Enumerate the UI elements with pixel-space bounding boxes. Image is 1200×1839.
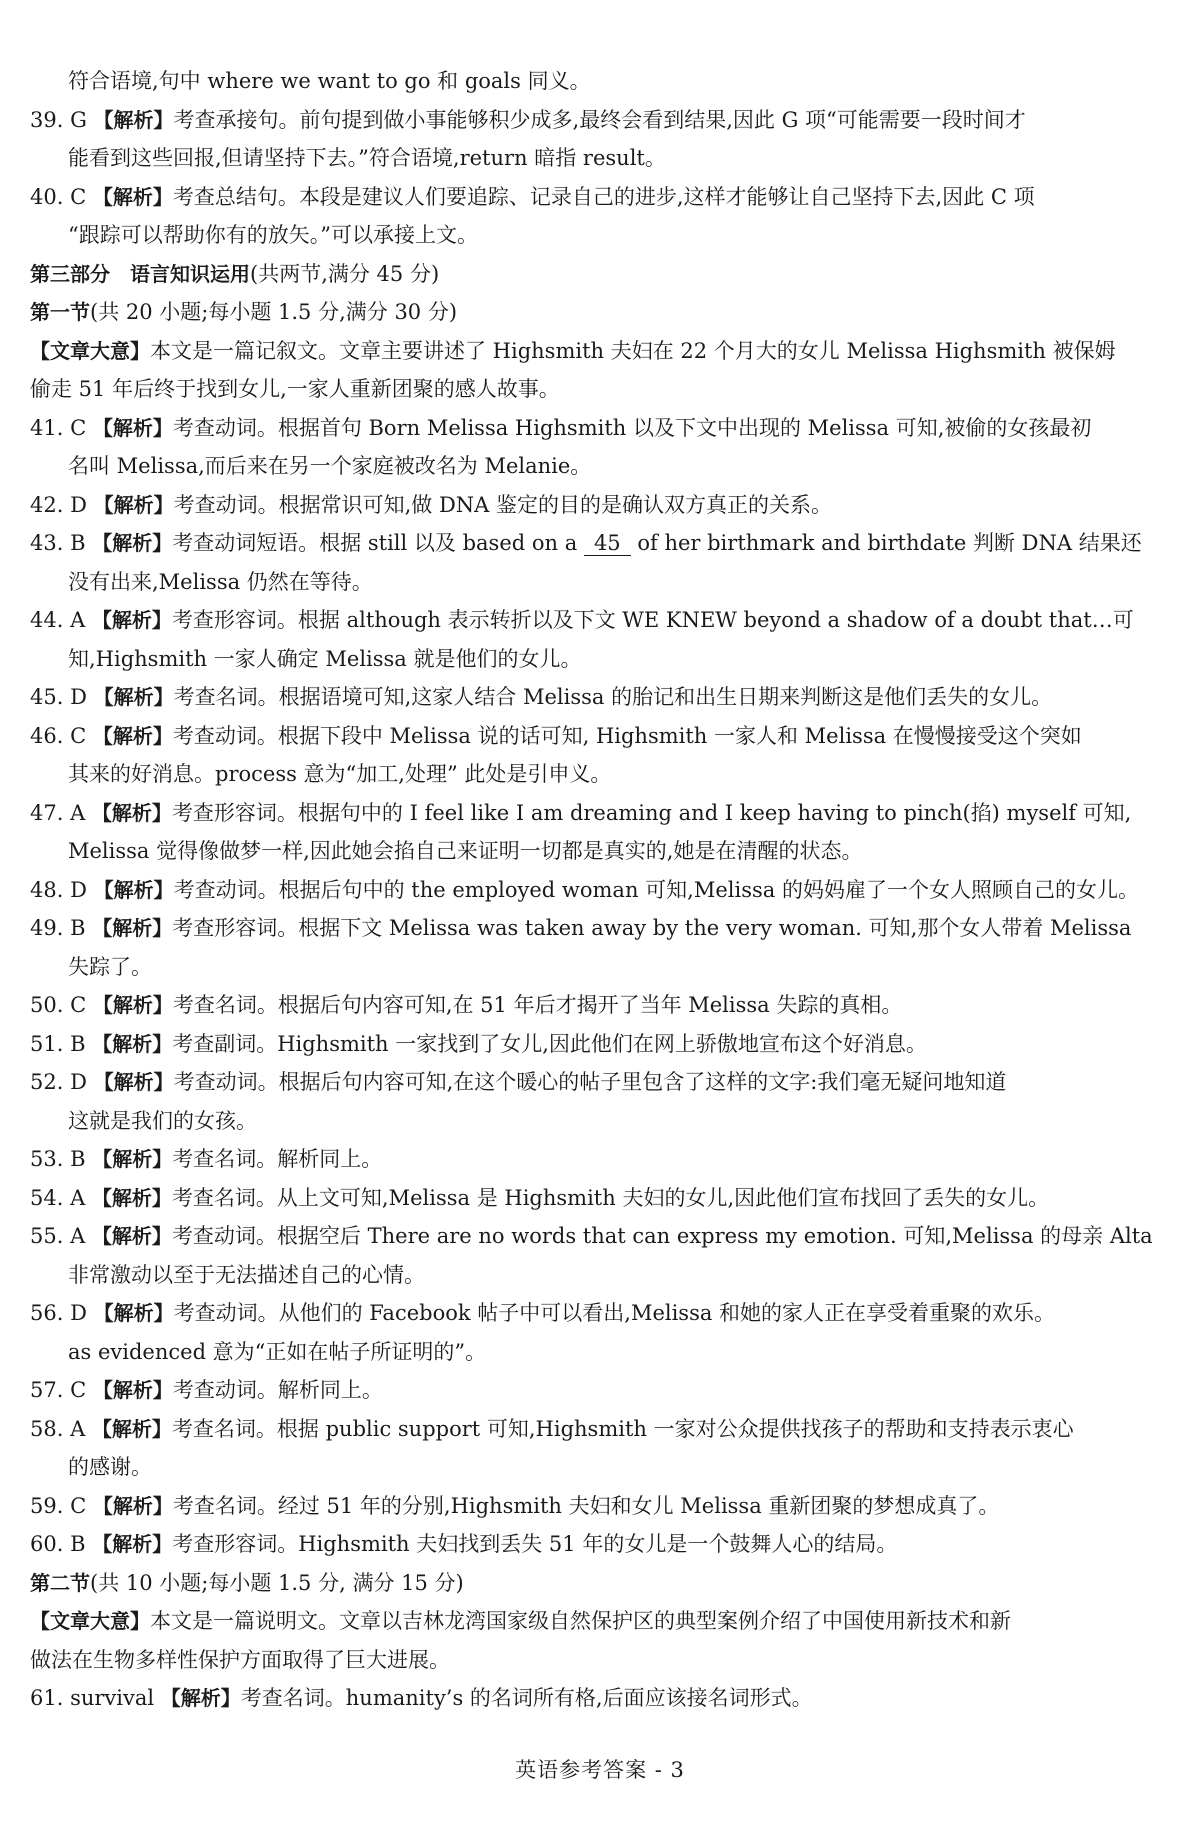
analysis-tag: 【解析】 xyxy=(93,492,174,517)
line-text: 的感谢。 xyxy=(68,1455,152,1479)
answer-number: 55. A xyxy=(30,1224,86,1248)
section-title: 第三部分 语言知识运用 xyxy=(30,261,250,286)
analysis-text: 考查动词。解析同上。 xyxy=(172,1378,383,1402)
continuation-line xyxy=(30,447,1170,486)
analysis-text: 考查承接句。前句提到做小事能够积少成多,最终会看到结果,因此 G 项“可能需要一段时间才 xyxy=(173,107,1026,132)
analysis-text: 考查名词。根据语境可知,这家人结合 Melissa 的胎记和出生日期来判断这是他们丢失的女儿。 xyxy=(173,685,1053,709)
answer-item xyxy=(30,1179,1170,1218)
line-text: as evidenced 意为“正如在帖子所证明的”。 xyxy=(68,1339,487,1364)
analysis-tag: 【解析】 xyxy=(92,1493,173,1518)
blank-number: 45 xyxy=(584,531,631,556)
continuation-line xyxy=(30,563,1170,602)
answer-item xyxy=(30,1410,1170,1449)
answer-item xyxy=(30,1679,1170,1718)
answer-content xyxy=(30,62,1170,1718)
analysis-text: 考查名词。经过 51 年的分别,Highsmith 夫妇和女儿 Melissa 重新团聚的梦想成真了。 xyxy=(172,1493,1000,1518)
continuation-line xyxy=(30,139,1170,178)
answer-item xyxy=(30,101,1170,140)
summary-text: 本文是一篇记叙文。文章主要讲述了 Highsmith 夫妇在 22 个月大的女儿 Melissa Highsmith 被保姆 xyxy=(150,338,1116,363)
continuation-line xyxy=(30,832,1170,871)
answer-item xyxy=(30,409,1170,448)
answer-item xyxy=(30,794,1170,833)
analysis-text: 考查副词。Highsmith 一家找到了女儿,因此他们在网上骄傲地宣布这个好消息。 xyxy=(172,1031,927,1056)
summary-tag: 【文章大意】 xyxy=(30,338,150,363)
analysis-tag: 【解析】 xyxy=(92,1532,173,1556)
line-text: 失踪了。 xyxy=(68,954,152,979)
answer-number: 42. D xyxy=(30,492,87,517)
analysis-tag: 【解析】 xyxy=(92,415,173,440)
continuation-line xyxy=(30,216,1170,255)
analysis-text: 考查形容词。根据句中的 I feel like I am dreaming and I keep having to pinch(掐) myself 可知, xyxy=(171,800,1132,825)
answer-number: 46. C xyxy=(30,723,87,748)
line-text: 其来的好消息。process 意为“加工,处理” 此处是引申义。 xyxy=(68,762,612,786)
line-text: 名叫 Melissa,而后来在另一个家庭被改名为 Melanie。 xyxy=(68,454,592,478)
answer-number: 56. D xyxy=(30,1301,87,1325)
analysis-text: 考查动词。根据常识可知,做 DNA 鉴定的目的是确认双方真正的关系。 xyxy=(173,492,833,517)
line-text: “跟踪可以帮助你有的放矢。”可以承接上文。 xyxy=(68,223,478,247)
line-text: 这就是我们的女孩。 xyxy=(68,1108,257,1133)
analysis-tag: 【解析】 xyxy=(92,1147,173,1171)
continuation-line xyxy=(30,1333,1170,1372)
answer-item xyxy=(30,717,1170,756)
answer-item xyxy=(30,871,1170,910)
answer-item xyxy=(30,1487,1170,1526)
answer-number: 59. C xyxy=(30,1493,87,1518)
analysis-text: 考查名词。从上文可知,Melissa 是 Highsmith 夫妇的女儿,因此他们宣布找回了丢失的女儿。 xyxy=(171,1185,1050,1210)
line-text: Melissa 觉得像做梦一样,因此她会掐自己来证明一切都是真实的,她是在清醒的状态。 xyxy=(68,839,863,863)
answer-number: 45. D xyxy=(30,685,87,709)
answer-number: 53. B xyxy=(30,1147,86,1171)
answer-number: 48. D xyxy=(30,877,87,902)
answer-number: 47. A xyxy=(30,800,86,825)
answer-number: 51. B xyxy=(30,1031,86,1056)
section-info: (共 10 小题;每小题 1.5 分, 满分 15 分) xyxy=(90,1570,464,1595)
continuation-line xyxy=(30,1102,1170,1141)
answer-item xyxy=(30,601,1170,640)
analysis-tag: 【解析】 xyxy=(93,107,174,132)
analysis-tag: 【解析】 xyxy=(91,1185,172,1210)
analysis-text-after: of her birthmark and birthdate 判断 DNA 结果还 xyxy=(637,531,1142,555)
answer-number: 52. D xyxy=(30,1070,87,1094)
line-text: 能看到这些回报,但请坚持下去。”符合语境,return 暗指 result。 xyxy=(68,146,666,170)
analysis-text: 考查名词。解析同上。 xyxy=(172,1147,383,1171)
analysis-text: 考查动词。根据后句中的 the employed woman 可知,Melissa 的妈妈雇了一个女人照顾自己的女儿。 xyxy=(173,877,1139,902)
continuation-line xyxy=(30,948,1170,987)
line-text: 非常激动以至于无法描述自己的心情。 xyxy=(68,1262,425,1287)
analysis-tag: 【解析】 xyxy=(91,1416,172,1441)
analysis-tag: 【解析】 xyxy=(93,877,174,902)
analysis-tag: 【解析】 xyxy=(93,1070,174,1094)
article-summary xyxy=(30,1602,1170,1641)
answer-number: 60. B xyxy=(30,1532,86,1556)
answer-item xyxy=(30,1140,1170,1179)
analysis-text: 考查名词。根据 public support 可知,Highsmith 一家对公众提供找孩子的帮助和支持表示衷心 xyxy=(171,1416,1074,1441)
analysis-text: 考查形容词。根据 although 表示转折以及下文 WE KNEW beyond a shadow of a doubt that…可 xyxy=(171,608,1134,632)
section-title: 第一节 xyxy=(30,300,90,324)
answer-number: 49. B xyxy=(30,916,86,940)
continuation-line xyxy=(30,640,1170,679)
answer-item xyxy=(30,1294,1170,1333)
answer-item xyxy=(30,524,1170,563)
answer-number: 41. C xyxy=(30,415,87,440)
analysis-tag: 【解析】 xyxy=(91,608,172,632)
answer-number: 43. B xyxy=(30,531,86,555)
line-text: 做法在生物多样性保护方面取得了巨大进展。 xyxy=(30,1647,450,1672)
continuation-line xyxy=(30,1256,1170,1295)
analysis-tag: 【解析】 xyxy=(92,1378,173,1402)
analysis-text: 考查动词。根据下段中 Melissa 说的话可知, Highsmith 一家人和 Melissa 在慢慢接受这个突如 xyxy=(172,723,1082,748)
answer-number: 44. A xyxy=(30,608,86,632)
answer-item xyxy=(30,1025,1170,1064)
analysis-text: 考查总结句。本段是建议人们要追踪、记录自己的进步,这样才能够让自己坚持下去,因此 C 项 xyxy=(172,184,1035,209)
answer-item xyxy=(30,678,1170,717)
answer-number: 57. C xyxy=(30,1378,87,1402)
answer-item xyxy=(30,1525,1170,1564)
answer-number: 50. C xyxy=(30,993,87,1017)
analysis-text: 考查形容词。根据下文 Melissa was taken away by the very woman. 可知,那个女人带着 Melissa xyxy=(172,916,1132,940)
answer-number: 61. survival xyxy=(30,1686,155,1710)
analysis-tag: 【解析】 xyxy=(93,1301,174,1325)
answer-item xyxy=(30,486,1170,525)
line-text: 符合语境,句中 where we want to go 和 goals 同义。 xyxy=(68,69,591,93)
analysis-text: 考查动词。从他们的 Facebook 帖子中可以看出,Melissa 和她的家人正在享受着重聚的欢乐。 xyxy=(173,1301,1056,1325)
continuation-line xyxy=(30,1448,1170,1487)
analysis-text: 考查形容词。Highsmith 夫妇找到丢失 51 年的女儿是一个鼓舞人心的结局。 xyxy=(172,1532,898,1556)
answer-number: 54. A xyxy=(30,1185,86,1210)
analysis-text: 考查动词。根据空后 There are no words that can express my emotion. 可知,Melissa 的母亲 Alta xyxy=(171,1224,1153,1248)
line-text: 偷走 51 年后终于找到女儿,一家人重新团聚的感人故事。 xyxy=(30,377,560,401)
analysis-tag: 【解析】 xyxy=(92,916,173,940)
continuation-line xyxy=(30,755,1170,794)
analysis-text: 考查动词。根据后句内容可知,在这个暖心的帖子里包含了这样的文字:我们毫无疑问地知道 xyxy=(173,1070,1007,1094)
page-footer: 英语参考答案 - 3 xyxy=(515,1758,685,1782)
answer-item xyxy=(30,986,1170,1025)
section-heading xyxy=(30,1564,1170,1603)
answer-number: 40. C xyxy=(30,184,87,209)
section-title: 第二节 xyxy=(30,1570,90,1595)
continuation-line xyxy=(30,1641,1170,1680)
line-text: 知,Highsmith 一家人确定 Melissa 就是他们的女儿。 xyxy=(68,646,582,671)
analysis-tag: 【解析】 xyxy=(92,184,173,209)
analysis-tag: 【解析】 xyxy=(92,723,173,748)
section-heading xyxy=(30,293,1170,332)
analysis-tag: 【解析】 xyxy=(92,1031,173,1056)
answer-item xyxy=(30,1371,1170,1410)
analysis-tag: 【解析】 xyxy=(93,685,174,709)
analysis-tag: 【解析】 xyxy=(91,1224,172,1248)
answer-item xyxy=(30,178,1170,217)
analysis-text: 考查名词。humanity’s 的名词所有格,后面应该接名词形式。 xyxy=(240,1686,813,1710)
analysis-tag: 【解析】 xyxy=(92,993,173,1017)
section-info: (共 20 小题;每小题 1.5 分,满分 30 分) xyxy=(90,300,458,324)
answer-number: 39. G xyxy=(30,107,87,132)
continuation-line xyxy=(30,62,1170,101)
analysis-text: 考查动词短语。根据 still 以及 based on a xyxy=(172,531,578,555)
answer-item xyxy=(30,1063,1170,1102)
article-summary xyxy=(30,332,1170,371)
analysis-text: 考查动词。根据首句 Born Melissa Highsmith 以及下文中出现的 Melissa 可知,被偷的女孩最初 xyxy=(172,415,1092,440)
section-heading xyxy=(30,255,1170,294)
answer-number: 58. A xyxy=(30,1416,86,1441)
analysis-tag: 【解析】 xyxy=(160,1686,241,1710)
summary-tag: 【文章大意】 xyxy=(30,1609,150,1633)
line-text: 没有出来,Melissa 仍然在等待。 xyxy=(68,569,373,594)
continuation-line xyxy=(30,370,1170,409)
answer-item xyxy=(30,909,1170,948)
analysis-tag: 【解析】 xyxy=(91,800,172,825)
answer-item xyxy=(30,1217,1170,1256)
analysis-tag: 【解析】 xyxy=(92,531,173,555)
analysis-text: 考查名词。根据后句内容可知,在 51 年后才揭开了当年 Melissa 失踪的真相。 xyxy=(172,993,903,1017)
summary-text: 本文是一篇说明文。文章以吉林龙湾国家级自然保护区的典型案例介绍了中国使用新技术和新 xyxy=(150,1609,1011,1633)
section-info: (共两节,满分 45 分) xyxy=(250,261,440,286)
